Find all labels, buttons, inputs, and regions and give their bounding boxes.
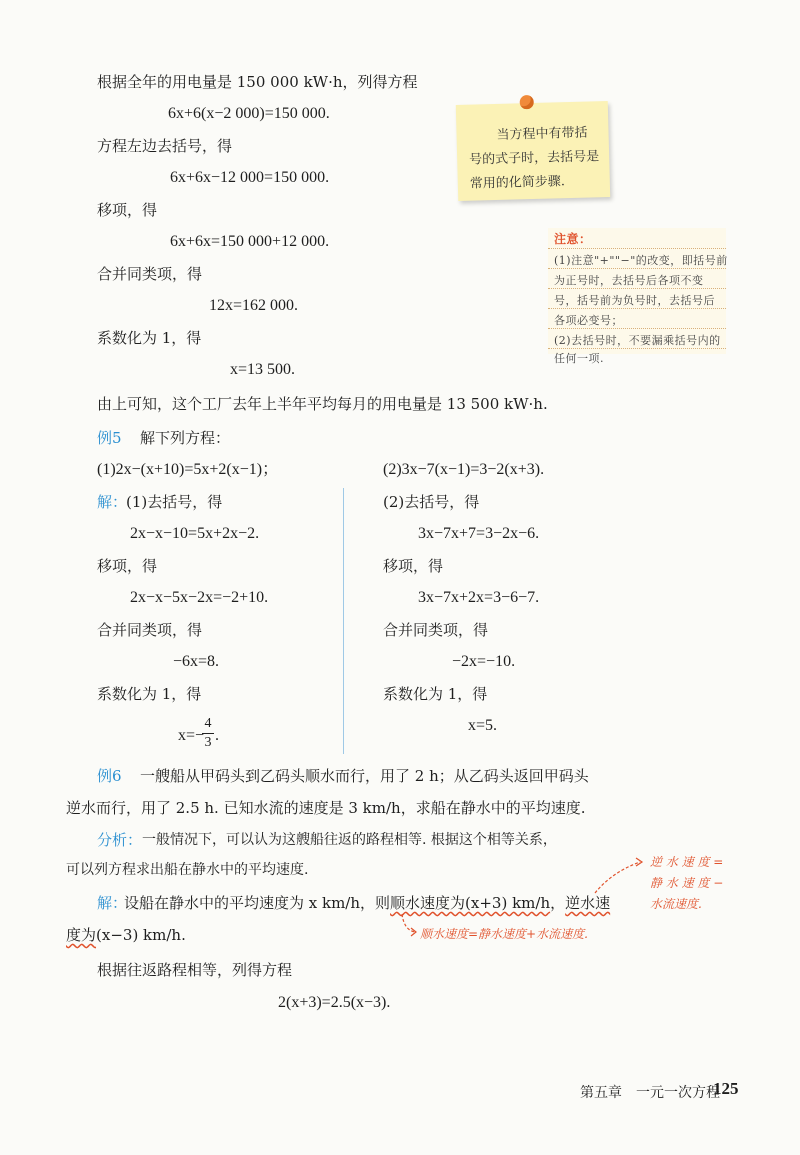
- final-equation: 2(x+3)=2.5(x−3).: [278, 994, 391, 1011]
- solution-part: 设船在静水中的平均速度为 x km/h，则: [124, 894, 391, 912]
- left-equation-suffix: .: [215, 727, 219, 744]
- text-line: 根据全年的用电量是 150 000 kW·h，列得方程: [97, 73, 418, 91]
- analysis-text: 一般情况下，可以认为这艘船往返的路程相等. 根据这个相等关系，: [142, 832, 557, 848]
- text-line: 合并同类项，得: [97, 265, 203, 283]
- example-text: 逆水而行，用了 2.5 h. 已知水流的速度是 3 km/h，求船在静水中的平均速度.: [66, 799, 586, 817]
- text-line: 移项，得: [97, 201, 158, 219]
- right-equation: 3x−7x+7=3−2x−6.: [418, 525, 540, 542]
- downstream-speed: 顺水速度为(x+3) km/h: [390, 894, 551, 912]
- text-line: 根据往返路程相等，列得方程: [97, 961, 293, 979]
- solution-label: 解：: [97, 894, 128, 912]
- sticky-note-line: 常用的化简步骤.: [469, 174, 566, 192]
- example-prompt: 解下列方程：: [140, 429, 231, 447]
- attention-line: 为正号时，去括号后各项不变: [554, 274, 704, 287]
- left-step: 系数化为 1，得: [97, 685, 202, 703]
- attention-line: 任何一项.: [554, 352, 604, 365]
- annotation-upstream-3: 水流速度.: [650, 897, 702, 911]
- equation: 12x=162 000.: [209, 297, 299, 314]
- fraction-numerator: 4: [204, 716, 212, 731]
- left-equation: 2x−x−10=5x+2x−2.: [130, 525, 260, 542]
- left-step: 合并同类项，得: [97, 621, 203, 639]
- right-equation: x=5.: [468, 717, 498, 734]
- right-step: 系数化为 1，得: [383, 685, 488, 703]
- upstream-speed: 逆水速: [565, 894, 611, 912]
- annotation-upstream-2: 静 水 速 度 −: [650, 876, 724, 890]
- attention-title: 注意：: [554, 232, 592, 246]
- problem-1: (1)2x−(x+10)=5x+2(x−1)；: [97, 461, 279, 478]
- equation: 6x+6x−12 000=150 000.: [170, 169, 330, 186]
- equation: 6x+6x=150 000+12 000.: [170, 233, 330, 250]
- left-step: (1)去括号，得: [126, 493, 223, 511]
- example-text: 一艘船从甲码头到乙码头顺水而行，用了 2 h；从乙码头返回甲码头: [140, 767, 589, 785]
- sticky-note-line: 当方程中有带括: [496, 125, 588, 143]
- equation: x=13 500.: [230, 361, 296, 378]
- example-label: 例6: [97, 767, 122, 785]
- attention-line: (1)注意"+""−"的改变，即括号前: [554, 254, 728, 267]
- conclusion: 由上可知，这个工厂去年上半年平均每月的用电量是 13 500 kW·h.: [97, 395, 548, 413]
- text-line: 方程左边去括号，得: [97, 137, 233, 155]
- right-step: 合并同类项，得: [383, 621, 489, 639]
- page-number: 125: [713, 1079, 739, 1098]
- solution-label: 解：: [97, 493, 128, 511]
- problem-2: (2)3x−7(x−1)=3−2(x+3).: [383, 461, 545, 478]
- equation: 6x+6(x−2 000)=150 000.: [168, 105, 330, 122]
- example-label: 例5: [97, 429, 122, 447]
- annotation-upstream-1: 逆 水 速 度 =: [650, 855, 724, 869]
- solution-part: (x−3) km/h.: [96, 926, 186, 944]
- analysis-text: 可以列方程求出船在静水中的平均速度.: [66, 862, 309, 878]
- attention-line: 各项必变号；: [554, 314, 623, 327]
- left-equation-prefix: x=−: [178, 727, 205, 744]
- attention-line: 号，括号前为负号时，去括号后: [554, 294, 715, 307]
- right-step: (2)去括号，得: [383, 493, 480, 511]
- chapter-title: 第五章 一元一次方程: [580, 1085, 720, 1101]
- upstream-speed-cont: 度为: [66, 926, 97, 944]
- right-equation: 3x−7x+2x=3−6−7.: [418, 589, 540, 606]
- solution-part: ，: [550, 894, 566, 912]
- right-step: 移项，得: [383, 557, 444, 575]
- attention-line: (2)去括号时，不要漏乘括号内的: [554, 334, 721, 347]
- left-step: 移项，得: [97, 557, 158, 575]
- left-equation: −6x=8.: [173, 653, 220, 670]
- right-equation: −2x=−10.: [452, 653, 516, 670]
- fraction-denominator: 3: [204, 735, 212, 750]
- sticky-note-line: 号的式子时，去括号是: [469, 149, 600, 168]
- text-line: 系数化为 1，得: [97, 329, 202, 347]
- annotation-downstream: 顺水速度=静水速度+水流速度.: [420, 927, 588, 941]
- analysis-label: 分析：: [97, 831, 143, 849]
- left-equation: 2x−x−5x−2x=−2+10.: [130, 589, 269, 606]
